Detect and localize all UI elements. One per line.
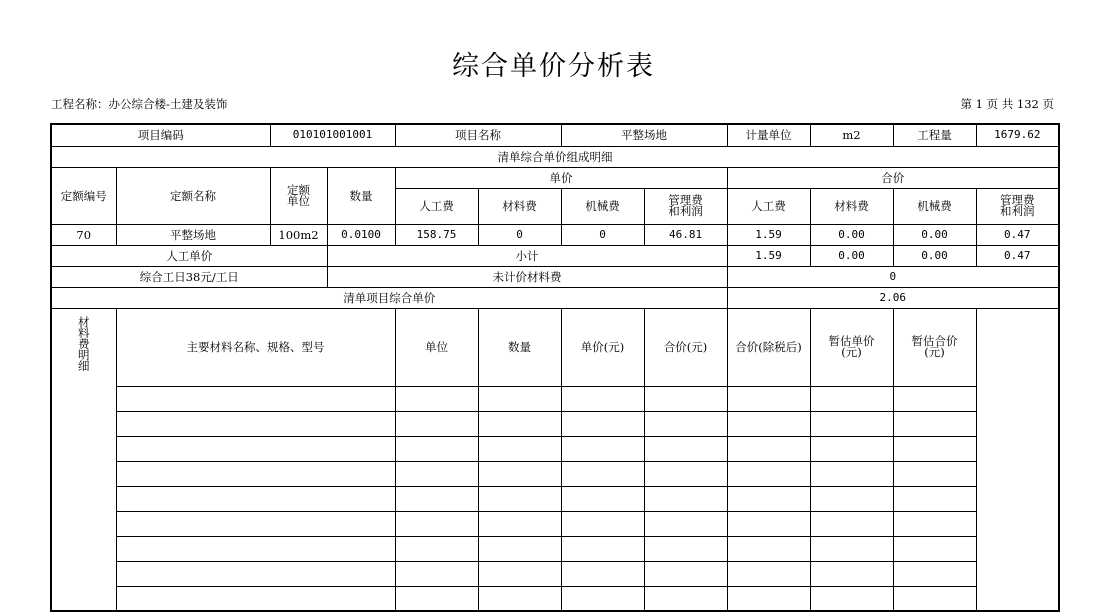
section-title-row <box>51 146 1059 167</box>
col-t-mgmt <box>976 188 1059 224</box>
col-quota-name: 定额名称 <box>116 167 270 224</box>
col-mgmt <box>644 188 727 224</box>
col-t-labor: 人工费 <box>727 188 810 224</box>
section-title: 清单综合单价组成明细 <box>51 146 1059 167</box>
unpriced-material-value: 0 <box>727 266 1059 287</box>
col-machine: 机械费 <box>561 188 644 224</box>
analysis-table <box>50 123 1060 612</box>
material-unit-label: 单位 <box>395 308 478 386</box>
row-t-mgmt: 0.47 <box>976 224 1059 245</box>
table-row <box>51 224 1059 245</box>
subtotal-material: 0.00 <box>810 245 893 266</box>
subtotal-row <box>51 245 1059 266</box>
row-machine: 0 <box>561 224 644 245</box>
composite-price-value: 2.06 <box>727 287 1059 308</box>
col-unit-price-group: 单价 <box>395 167 727 188</box>
row-material: 0 <box>478 224 561 245</box>
row-amount: 0.0100 <box>327 224 395 245</box>
unit-value: m2 <box>810 124 893 146</box>
material-name-label: 主要材料名称、规格、型号 <box>116 308 395 386</box>
material-row <box>51 586 1059 611</box>
subtotal-label: 小计 <box>327 245 727 266</box>
material-row <box>51 461 1059 486</box>
composite-row <box>51 287 1059 308</box>
material-est-price-text: 暂估单价(元) <box>828 334 875 359</box>
quantity-label: 工程量 <box>893 124 976 146</box>
item-name-label: 项目名称 <box>395 124 561 146</box>
column-group-row <box>51 167 1059 188</box>
row-t-material: 0.00 <box>810 224 893 245</box>
material-est-price-label <box>810 308 893 386</box>
material-side-label-text: 材料费明细 <box>78 314 90 373</box>
row-quota-name: 平整场地 <box>116 224 270 245</box>
col-quota-unit-text: 定额单位 <box>287 182 310 208</box>
subtotal-mgmt: 0.47 <box>976 245 1059 266</box>
item-code: 010101001001 <box>270 124 395 146</box>
col-labor: 人工费 <box>395 188 478 224</box>
material-header-row <box>51 308 1059 386</box>
row-labor: 158.75 <box>395 224 478 245</box>
labor-rate: 综合工日38元/工日 <box>51 266 327 287</box>
quantity-value: 1679.62 <box>976 124 1059 146</box>
unit-label: 计量单位 <box>727 124 810 146</box>
material-total-label: 合价(元) <box>644 308 727 386</box>
row-quota-unit: 100m2 <box>270 224 327 245</box>
composite-price-label: 清单项目综合单价 <box>51 287 727 308</box>
item-code-label: 项目编码 <box>51 124 270 146</box>
unpriced-material-label: 未计价材料费 <box>327 266 727 287</box>
material-est-total-text: 暂估合价(元) <box>911 334 958 359</box>
material-row <box>51 536 1059 561</box>
row-quota-no: 70 <box>51 224 116 245</box>
material-row <box>51 386 1059 411</box>
material-qty-label: 数量 <box>478 308 561 386</box>
material-row <box>51 561 1059 586</box>
col-t-machine: 机械费 <box>893 188 976 224</box>
row-t-machine: 0.00 <box>893 224 976 245</box>
subtotal-labor: 1.59 <box>727 245 810 266</box>
material-row <box>51 411 1059 436</box>
unpriced-row <box>51 266 1059 287</box>
col-quota-unit <box>270 167 327 224</box>
subtotal-machine: 0.00 <box>893 245 976 266</box>
material-side-label <box>51 308 116 611</box>
page-title: 综合单价分析表 <box>452 51 655 82</box>
header-row <box>51 124 1059 146</box>
material-price-label: 单价(元) <box>561 308 644 386</box>
col-mgmt-text: 管理费和利润 <box>668 193 703 218</box>
project-name: 工程名称：办公综合楼-土建及装饰 <box>51 97 228 111</box>
col-total-price-group: 合价 <box>727 167 1059 188</box>
col-t-mgmt-text: 管理费和利润 <box>1000 193 1035 218</box>
material-est-total-label <box>893 308 976 386</box>
material-row <box>51 486 1059 511</box>
item-name: 平整场地 <box>561 124 727 146</box>
page-indicator: 第 1 页 共 132 页 <box>960 97 1054 111</box>
col-material: 材料费 <box>478 188 561 224</box>
col-amount: 数量 <box>327 167 395 224</box>
row-mgmt: 46.81 <box>644 224 727 245</box>
col-t-material: 材料费 <box>810 188 893 224</box>
material-row <box>51 436 1059 461</box>
row-t-labor: 1.59 <box>727 224 810 245</box>
labor-unit-price-label: 人工单价 <box>51 245 327 266</box>
col-quota-no: 定额编号 <box>51 167 116 224</box>
material-row <box>51 511 1059 536</box>
material-total-ex-tax-label: 合价(除税后) <box>727 308 810 386</box>
